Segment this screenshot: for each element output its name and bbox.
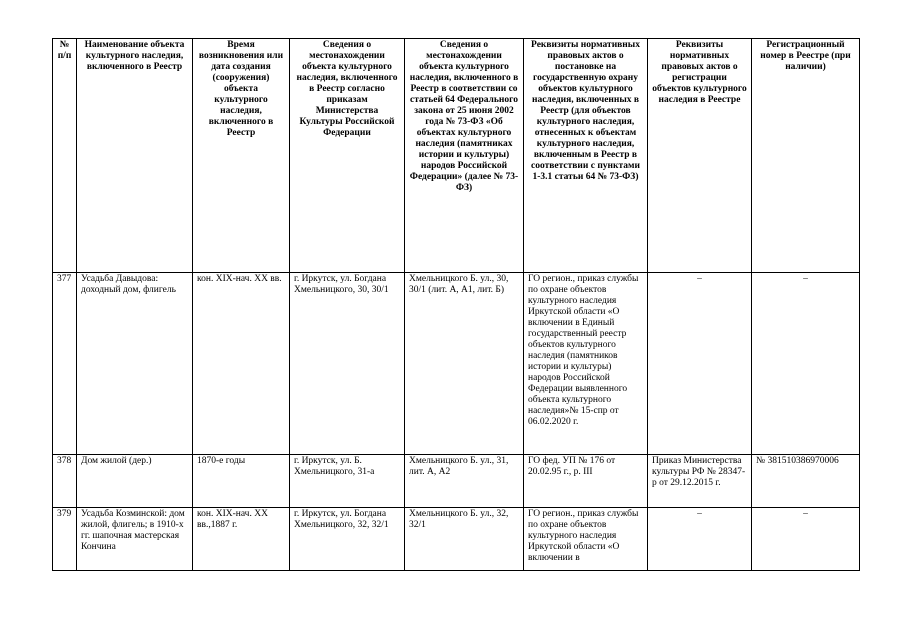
header-protection-act: Реквизиты нормативных правовых актов о постановке на государственную охрану объектов культурного наследия, включенных в Реестр (для объектов культурного наследия, отнесенных к объектам культурного наследия, включенным в Реестр в соответствии с пунктами 1-3.1 статьи 64 № 73-ФЗ) <box>524 39 648 273</box>
cell-creation-date: кон. XIX-нач. XX вв. <box>193 273 290 455</box>
cell-registration-number: – <box>752 508 860 571</box>
header-creation-date: Время возникновения или дата создания (сооружения) объекта культурного наследия, включенного в Реестр <box>193 39 290 273</box>
cell-registry-act: – <box>648 273 752 455</box>
cell-creation-date: кон. XIX-нач. XX вв.,1887 г. <box>193 508 290 571</box>
header-location-by-order: Сведения о местонахождении объекта культурного наследия, включенного в Реестр согласно приказам Министерства Культуры Российской Федерации <box>290 39 405 273</box>
cell-creation-date: 1870-е годы <box>193 455 290 508</box>
cell-object-name: Дом жилой (дер.) <box>77 455 193 508</box>
table-header <box>53 39 860 273</box>
header-location-by-law: Сведения о местонахождении объекта культурного наследия, включенного в Реестр в соответствии со статьей 64 Федерального закона от 25 июня 2002 года № 73-ФЗ «Об объектах культурного наследия (памятниках истории и культуры) народов Российской Федерации» (далее № 73-ФЗ) <box>405 39 524 273</box>
table-row <box>53 455 860 508</box>
cell-registration-number: – <box>752 273 860 455</box>
cell-object-name: Усадьба Козминской: дом жилой, флигель; в 1910-х гг. шапочная мастерская Кончина <box>77 508 193 571</box>
header-row <box>53 39 860 273</box>
cell-location-by-order: г. Иркутск, ул. Богдана Хмельницкого, 32, 32/1 <box>290 508 405 571</box>
cell-object-name: Усадьба Давыдова: доходный дом, флигель <box>77 273 193 455</box>
cell-protection-act: ГО регион., приказ службы по охране объектов культурного наследия Иркутской области «О включении в Единый государственный реестр объектов культурного наследия (памятников истории и культуры) народов Российской Федерации выявленного объекта культурного наследия»№ 15-спр от 06.02.2020 г. <box>524 273 648 455</box>
cell-number: 379 <box>53 508 77 571</box>
cell-location-by-order: г. Иркутск, ул. Б. Хмельницкого, 31-а <box>290 455 405 508</box>
cell-registry-act: – <box>648 508 752 571</box>
header-number: № п/п <box>53 39 77 273</box>
cell-number: 378 <box>53 455 77 508</box>
cell-registration-number: № 381510386970006 <box>752 455 860 508</box>
cell-registry-act: Приказ Министерства культуры РФ № 28347-р от 29.12.2015 г. <box>648 455 752 508</box>
cell-protection-act: ГО регион., приказ службы по охране объектов культурного наследия Иркутской области «О включении в <box>524 508 648 571</box>
cell-location-by-law: Хмельницкого Б. ул., 30, 30/1 (лит. А, А1, лит. Б) <box>405 273 524 455</box>
cell-location-by-order: г. Иркутск, ул. Богдана Хмельницкого, 30, 30/1 <box>290 273 405 455</box>
header-registration-number: Регистрационный номер в Реестре (при наличии) <box>752 39 860 273</box>
header-object-name: Наименование объекта культурного наследия, включенного в Реестр <box>77 39 193 273</box>
heritage-registry-table <box>52 38 860 571</box>
table-body <box>53 273 860 571</box>
header-registry-act: Реквизиты нормативных правовых актов о регистрации объектов культурного наследия в Реестре <box>648 39 752 273</box>
cell-location-by-law: Хмельницкого Б. ул., 31, лит. А, А2 <box>405 455 524 508</box>
cell-protection-act: ГО фед. УП № 176 от 20.02.95 г., р. III <box>524 455 648 508</box>
table-row <box>53 508 860 571</box>
table-row <box>53 273 860 455</box>
cell-number: 377 <box>53 273 77 455</box>
cell-location-by-law: Хмельницкого Б. ул., 32, 32/1 <box>405 508 524 571</box>
